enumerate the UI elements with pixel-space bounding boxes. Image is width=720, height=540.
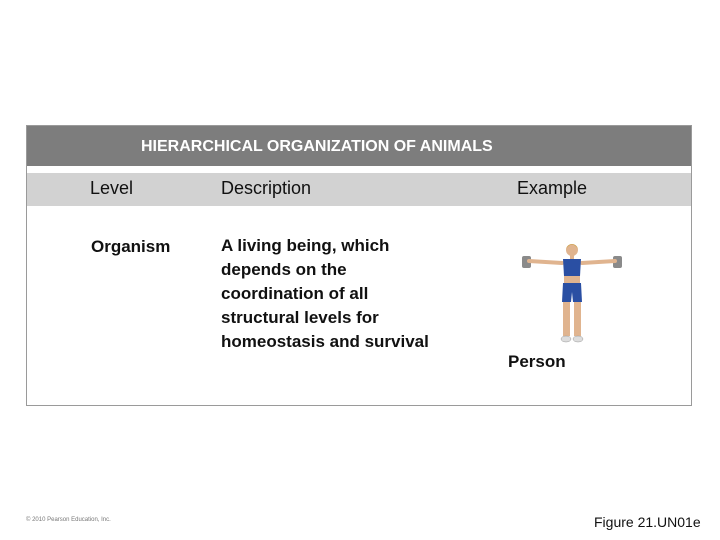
person-exercising-icon — [522, 240, 622, 350]
table-header-row — [27, 173, 691, 206]
table-title: HIERARCHICAL ORGANIZATION OF ANIMALS — [141, 138, 493, 155]
header-level: Level — [90, 178, 134, 198]
row-level: Organism — [91, 237, 171, 256]
table-title-bar — [27, 126, 691, 166]
header-example: Example — [517, 178, 588, 198]
figure-label: Figure 21.UN01e — [594, 514, 701, 530]
copyright-text: © 2010 Pearson Education, Inc. — [26, 517, 111, 523]
row-description: A living being, which depends on the coordination of all structural levels for homeostasis and survival — [221, 236, 429, 351]
header-description: Description — [221, 178, 312, 198]
organization-table — [26, 125, 692, 406]
row-example: Person — [508, 352, 566, 371]
